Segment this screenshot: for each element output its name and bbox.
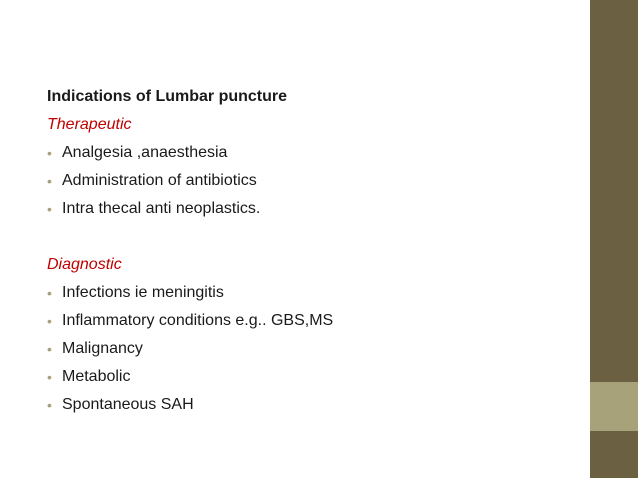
- list-item: [47, 167, 577, 195]
- slide-heading: Indications of Lumbar puncture: [47, 88, 288, 105]
- list-item: [47, 195, 577, 223]
- list-item: [47, 335, 577, 363]
- bullet-icon: •: [47, 201, 52, 217]
- bullet-icon: •: [47, 369, 52, 385]
- list-item: [47, 139, 577, 167]
- list-item-text: Infections ie meningitis: [62, 284, 224, 301]
- section-spacer: [47, 223, 577, 251]
- list-item: [47, 391, 577, 419]
- list-item: [47, 279, 577, 307]
- list-item-text: Administration of antibiotics: [62, 172, 257, 189]
- list-item: [47, 307, 577, 335]
- bullet-icon: •: [47, 285, 52, 301]
- section-label-diagnostic: Diagnostic: [47, 256, 122, 273]
- decorative-sidebar-accent: [590, 382, 638, 431]
- list-item-text: Inflammatory conditions e.g.. GBS,MS: [62, 312, 334, 329]
- bullet-icon: •: [47, 341, 52, 357]
- list-item-text: Metabolic: [62, 368, 131, 385]
- list-item-text: Malignancy: [62, 340, 143, 357]
- bullet-icon: •: [47, 173, 52, 189]
- slide-content: [47, 83, 577, 419]
- bullet-icon: •: [47, 397, 52, 413]
- list-item-text: Spontaneous SAH: [62, 396, 194, 413]
- list-item-text: Analgesia ,anaesthesia: [62, 144, 228, 161]
- bullet-icon: •: [47, 313, 52, 329]
- list-item-text: Intra thecal anti neoplastics.: [62, 200, 261, 217]
- list-item: [47, 363, 577, 391]
- section-label-therapeutic: Therapeutic: [47, 116, 132, 133]
- bullet-icon: •: [47, 145, 52, 161]
